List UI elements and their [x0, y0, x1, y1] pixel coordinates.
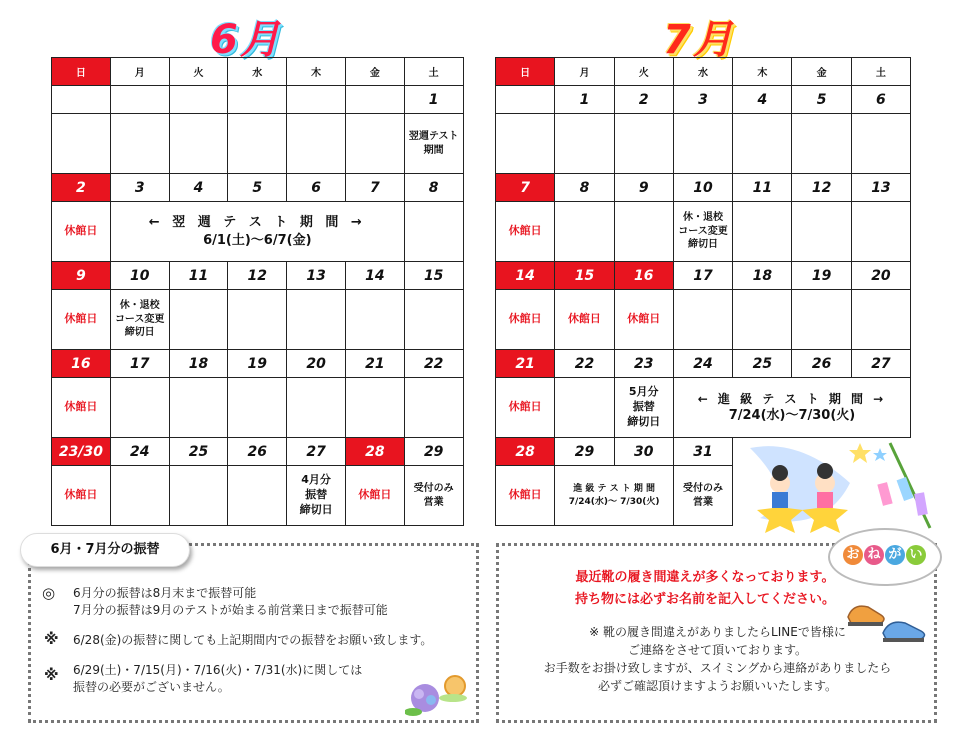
- weekday-header: 木: [287, 58, 346, 86]
- event-cell: [169, 466, 228, 526]
- date-cell: 7: [345, 174, 404, 202]
- event-cell: [169, 378, 228, 438]
- date-cell: 15: [555, 262, 614, 290]
- event-cell: [287, 290, 346, 350]
- date-cell: 26: [792, 350, 851, 378]
- tanzaku: [877, 482, 892, 506]
- weekday-header: 日: [52, 58, 111, 86]
- closed-label: 休館日: [496, 466, 555, 526]
- event-note: 受付のみ 営業: [673, 466, 732, 526]
- shoe-icon: [883, 622, 925, 639]
- hydrangea-petal: [426, 695, 436, 705]
- date-cell: 22: [555, 350, 614, 378]
- event-note: 休・退校 コース変更 締切日: [673, 202, 732, 262]
- orihime-robe: [817, 492, 833, 508]
- date-cell: 18: [733, 262, 792, 290]
- shoes-illustration: [843, 595, 933, 647]
- date-cell: 25: [169, 438, 228, 466]
- event-cell: [851, 114, 910, 174]
- star-icon: [849, 443, 871, 463]
- date-cell: 12: [228, 262, 287, 290]
- date-cell: 21: [345, 350, 404, 378]
- test-period-banner: [555, 466, 674, 526]
- event-cell: [228, 114, 287, 174]
- date-cell: 13: [851, 174, 910, 202]
- event-cell: [733, 290, 792, 350]
- event-note: 受付のみ 営業: [404, 466, 463, 526]
- closed-label: 休館日: [52, 466, 111, 526]
- date-cell: 4: [733, 86, 792, 114]
- closed-label: 休館日: [52, 290, 111, 350]
- event-cell: [555, 114, 614, 174]
- weekday-header: 水: [673, 58, 732, 86]
- closed-label: 休館日: [555, 290, 614, 350]
- date-cell: 2: [52, 174, 111, 202]
- date-cell: 16: [52, 350, 111, 378]
- event-cell: 翌週テスト 期間: [404, 114, 463, 174]
- date-cell: 30: [614, 438, 673, 466]
- event-cell: [733, 114, 792, 174]
- weekday-header: 月: [555, 58, 614, 86]
- closed-label: 休館日: [496, 290, 555, 350]
- date-cell: 9: [52, 262, 111, 290]
- banner-line: ← 翌 週 テ ス ト 期 間 →: [148, 214, 366, 230]
- event-cell: [52, 114, 111, 174]
- date-cell: 14: [496, 262, 555, 290]
- event-cell: [110, 466, 169, 526]
- date-cell: 8: [555, 174, 614, 202]
- date-cell: 18: [169, 350, 228, 378]
- date-cell: 10: [110, 262, 169, 290]
- event-cell: [404, 378, 463, 438]
- date-cell: 4: [169, 174, 228, 202]
- weekday-header: 火: [614, 58, 673, 86]
- event-cell: [555, 202, 614, 262]
- date-cell: 28: [496, 438, 555, 466]
- shoe-sole: [848, 622, 883, 626]
- date-cell: [52, 86, 111, 114]
- event-cell: [673, 290, 732, 350]
- note-mark: ※: [44, 630, 59, 648]
- star-icon: [873, 448, 887, 461]
- closed-label: 休館日: [345, 466, 404, 526]
- date-cell: 26: [228, 438, 287, 466]
- event-cell: [345, 290, 404, 350]
- date-cell: 29: [404, 438, 463, 466]
- event-cell: [287, 114, 346, 174]
- event-note: 休・退校 コース変更 締切日: [110, 290, 169, 350]
- event-cell: [404, 290, 463, 350]
- date-cell: 21: [496, 350, 555, 378]
- date-cell: 24: [110, 438, 169, 466]
- event-cell: [345, 378, 404, 438]
- test-period-banner: [110, 202, 404, 262]
- event-note: 5月分 振替 締切日: [614, 378, 673, 438]
- date-cell: [345, 86, 404, 114]
- event-cell: [792, 290, 851, 350]
- date-cell: 25: [733, 350, 792, 378]
- date-cell: 11: [169, 262, 228, 290]
- date-cell: 29: [555, 438, 614, 466]
- event-cell: [110, 114, 169, 174]
- tanabata-illustration: [740, 438, 940, 533]
- event-cell: [228, 466, 287, 526]
- onegai-char: が: [885, 545, 905, 565]
- date-cell: 5: [228, 174, 287, 202]
- shoe-notice-text: お手数をお掛け致しますが、スイミングから連絡がありましたら: [543, 661, 892, 675]
- weekday-header: 水: [228, 58, 287, 86]
- shoe-icon: [848, 606, 884, 623]
- onegai-label: [843, 545, 927, 565]
- transfer-note: 6月分の振替は8月末まで振替可能: [73, 586, 257, 600]
- date-cell: 31: [673, 438, 732, 466]
- date-cell: 6: [287, 174, 346, 202]
- closed-label: 休館日: [52, 378, 111, 438]
- tanzaku: [914, 492, 928, 515]
- snail-body: [439, 694, 467, 702]
- weekday-header: 月: [110, 58, 169, 86]
- double-circle-icon: ◎: [42, 584, 56, 602]
- date-cell: 27: [851, 350, 910, 378]
- weekday-header: 木: [733, 58, 792, 86]
- shoe-notice-text: ご連絡をさせて頂いております。: [627, 643, 808, 657]
- date-cell: 12: [792, 174, 851, 202]
- date-cell: 27: [287, 438, 346, 466]
- date-cell: 16: [614, 262, 673, 290]
- transfer-note: 6/28(金)の振替に関しても上記期間内での振替をお願い致します。: [73, 633, 433, 647]
- july-title: 7月: [663, 17, 735, 63]
- shoe-notice-text: ※ 靴の履き間違えがありましたらLINEで皆様に: [589, 625, 846, 639]
- date-cell: 19: [792, 262, 851, 290]
- transfer-notice-tab: 6月・7月分の振替: [20, 533, 190, 567]
- event-cell: [228, 290, 287, 350]
- date-cell: [287, 86, 346, 114]
- closed-label: 休館日: [52, 202, 111, 262]
- transfer-note: 6/29(土)・7/15(月)・7/16(火)・7/31(水)に関しては: [73, 663, 363, 677]
- hydrangea-snail-illustration: [405, 668, 473, 718]
- orihime-hair: [817, 463, 833, 479]
- hydrangea-petal: [414, 689, 424, 699]
- date-cell: 11: [733, 174, 792, 202]
- date-cell: 8: [404, 174, 463, 202]
- date-cell: 3: [673, 86, 732, 114]
- event-cell: [555, 378, 614, 438]
- weekday-header: 火: [169, 58, 228, 86]
- note-mark: ※: [44, 666, 59, 684]
- onegai-char: い: [906, 545, 926, 565]
- date-cell: 22: [404, 350, 463, 378]
- event-cell: [851, 202, 910, 262]
- date-cell: 10: [673, 174, 732, 202]
- date-cell: 5: [792, 86, 851, 114]
- date-cell: 23: [614, 350, 673, 378]
- event-cell: [169, 114, 228, 174]
- date-cell: 14: [345, 262, 404, 290]
- date-cell: 20: [287, 350, 346, 378]
- date-cell: 17: [673, 262, 732, 290]
- date-cell: 3: [110, 174, 169, 202]
- onegai-char: ね: [864, 545, 884, 565]
- date-cell: 13: [287, 262, 346, 290]
- event-cell: [792, 202, 851, 262]
- shoe-warning: 最近靴の履き間違えが多くなっております。: [575, 570, 835, 585]
- name-warning: 持ち物には必ずお名前を記入してください。: [574, 592, 835, 607]
- hikoboshi-robe: [772, 492, 788, 508]
- june-calendar: [51, 57, 464, 526]
- hikoboshi-hair: [772, 465, 788, 481]
- bamboo-stem: [890, 443, 930, 528]
- date-cell: 23/30: [52, 438, 111, 466]
- event-cell: [851, 290, 910, 350]
- banner-dates: 6/1(土)～6/7(金): [203, 232, 312, 248]
- event-cell: [110, 378, 169, 438]
- date-cell: 1: [555, 86, 614, 114]
- transfer-note: 7月分の振替は9月のテストが始まる前営業日まで振替可能: [73, 603, 388, 617]
- event-cell: [614, 202, 673, 262]
- date-cell: [169, 86, 228, 114]
- event-cell: [169, 290, 228, 350]
- weekday-header: 土: [404, 58, 463, 86]
- event-note: 4月分 振替 締切日: [287, 466, 346, 526]
- weekday-header: 日: [496, 58, 555, 86]
- banner-line: 進 級 テ ス ト 期 間: [573, 484, 655, 495]
- event-cell: [733, 202, 792, 262]
- date-cell: 15: [404, 262, 463, 290]
- banner-dates: 7/24(水)～ 7/30(火): [568, 496, 660, 507]
- event-cell: [496, 114, 555, 174]
- event-cell: [287, 378, 346, 438]
- event-cell: [614, 114, 673, 174]
- date-cell: 17: [110, 350, 169, 378]
- shoe-notice-text: 必ずご確認頂けますようお願いいたします。: [597, 679, 838, 693]
- banner-line: ← 進 級 テ ス ト 期 間 →: [697, 391, 887, 406]
- transfer-note: 振替の必要がございません。: [73, 680, 230, 694]
- closed-label: 休館日: [496, 378, 555, 438]
- snail-shell: [445, 676, 465, 696]
- weekday-header: 金: [345, 58, 404, 86]
- june-title: 6月: [210, 17, 282, 63]
- weekday-header: 土: [851, 58, 910, 86]
- closed-label: 休館日: [614, 290, 673, 350]
- date-cell: 2: [614, 86, 673, 114]
- date-cell: 6: [851, 86, 910, 114]
- date-cell: [496, 86, 555, 114]
- date-cell: 7: [496, 174, 555, 202]
- date-cell: 19: [228, 350, 287, 378]
- weekday-header: 金: [792, 58, 851, 86]
- banner-dates: 7/24(水)～7/30(火): [728, 407, 856, 423]
- event-cell: [345, 114, 404, 174]
- date-cell: [110, 86, 169, 114]
- onegai-char: お: [843, 545, 863, 565]
- event-cell: [673, 114, 732, 174]
- date-cell: 24: [673, 350, 732, 378]
- event-cell: [228, 378, 287, 438]
- closed-label: 休館日: [496, 202, 555, 262]
- event-cell: [404, 202, 463, 262]
- event-cell: [792, 114, 851, 174]
- date-cell: 1: [404, 86, 463, 114]
- date-cell: 9: [614, 174, 673, 202]
- date-cell: 28: [345, 438, 404, 466]
- test-period-banner: [673, 378, 910, 438]
- date-cell: 20: [851, 262, 910, 290]
- date-cell: [228, 86, 287, 114]
- shoe-sole: [883, 638, 924, 642]
